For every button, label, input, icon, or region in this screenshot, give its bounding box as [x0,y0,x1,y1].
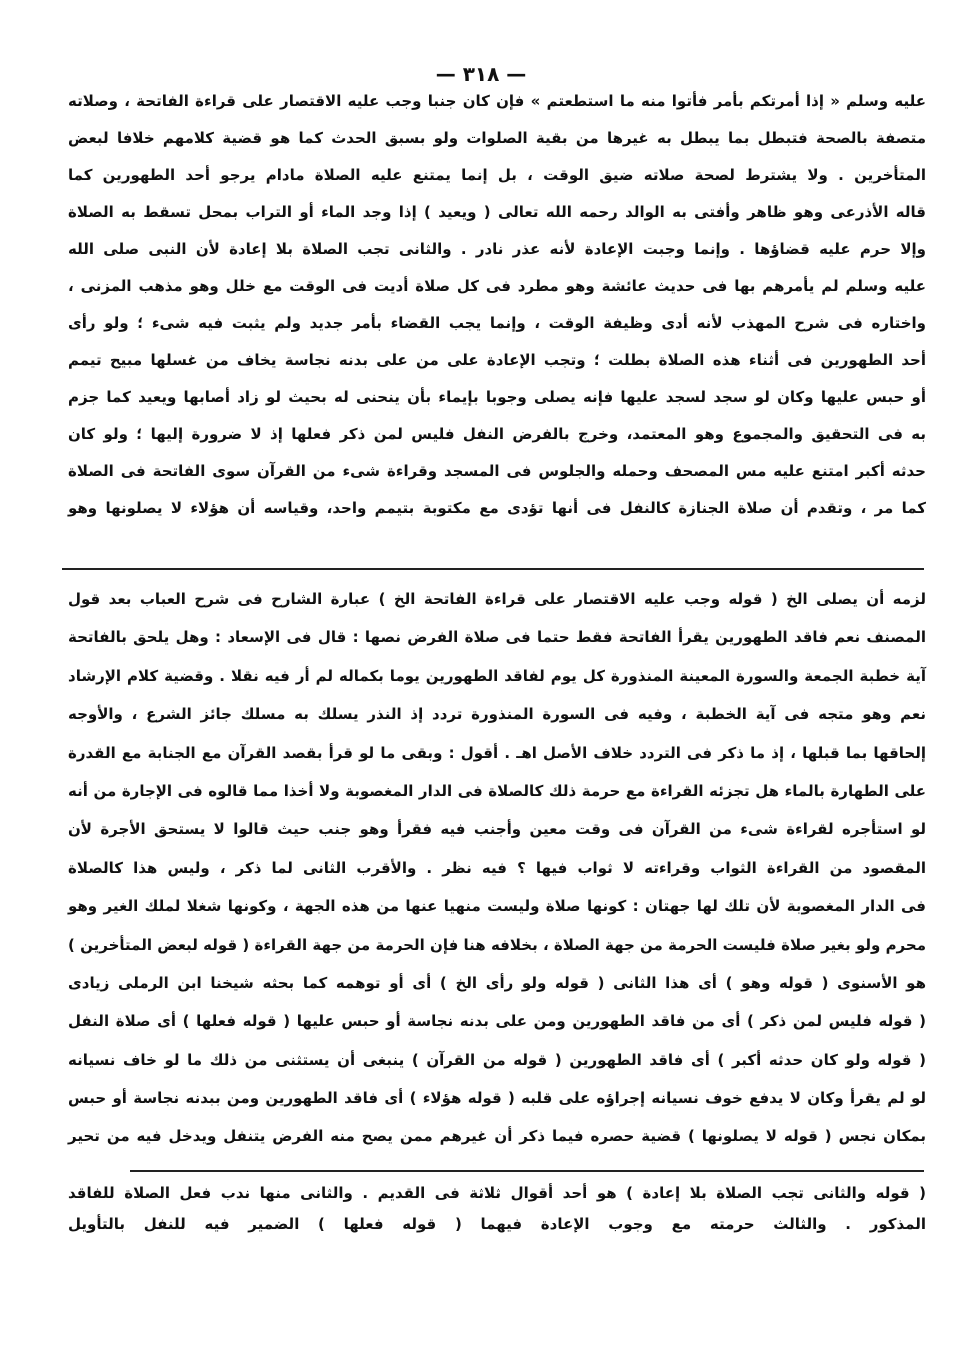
text-line: لزمه أن يصلى الخ ( قوله وجب عليه الاقتصار على قراءة الفاتحة الخ ) عبارة الشارح فى شرح العباب بعد قول [68,590,926,608]
text-line: عليه وسلم « إذا أمرتكم بأمر فأتوا منه ما استطعتم » فإن كان جنبا وجب عليه الاقتصار على قراءة الفاتحة ، وصلاته [68,92,926,110]
separator-main [62,568,924,570]
text-line: ( قوله والثانى تجب الصلاة بلا إعادة ) هو أحد أقوال ثلاثة فى القديم . والثانى منها ندب فعل الصلاة للفاقد [68,1184,926,1202]
text-line: وإلا حرم عليه قضاؤها . وإنما وجبت الإعادة لأنه عذر نادر . والثانى تجب الصلاة بلا إعادة لأن النبى صلى الله [68,240,926,258]
text-line: على الطهارة بالماء هل تجزئه القراءة مع حرمة ذلك كالصلاة فى الدار المغصوبة ولا أخذا مما قالوه فى الإجارة من أنه [68,781,926,800]
text-line: فى الدار المغصوبة لأن تلك لها جهتان : كونها صلاة وليست منهيا عنها من هذه الجهة ، وكونها شغلا لملك الغير وهو [68,897,926,916]
text-line: المذكور . والثالث حرمته مع وجوب الإعادة فيهما ( قوله فعلها ) الضمير فيه للنفل بالتأويل [68,1215,926,1233]
footnote-text [68,1180,926,1242]
text-line: واختاره فى شرح المهذب لأنه أدى وظيفة الوقت ، وإنما يجب القضاء بأمر جديد ولم يثبت فيه شىء ؛ ولو رأى [68,314,926,332]
text-line: نعم وهو متجه فى آية الخطبة ، وفيه فى السورة المنذورة تردد إذ النذر يسلك به مسلك جائز الشرع ، والأوجه [68,705,926,724]
text-line: متصفة بالصحة فتبطل بما يبطل به غيرها من بقية الصلوات ولو بسبق الحدث كما هو قضية كلامهم خلافا لبعض [68,129,926,147]
text-line: إلحاقها بما قبلها ، إذ ما ذكر فى التردد خلاف الأصل اهـ . أقول : وبقى ما لو قرأ بقصد القرآن مع الجنابة مع القدرة [68,743,926,762]
commentary-text [68,586,926,1162]
text-line: محرم ولو بغير صلاة فليست الحرمة من جهة الصلاة ، بخلافه هنا فإن الحرمة من جهة القراءة ( قوله لبعض المتأخرين ) [68,935,926,954]
text-line: ( قوله فليس لمن ذكر ) أى من فاقد الطهورين ومن على بدنه نجاسة أو حبس عليها ( قوله فعلها ) أى صلاة النفل [68,1012,926,1031]
text-line: عليه وسلم لم يأمرهم بها فى حديث عائشة وهو مطرد فى كل صلاة أديت فى الوقت مع خلل وهو مذهب المزنى ، [68,277,926,295]
text-line: لو لم يقرأ وكان لا يدفع خوف نسيانه إجراؤه على قلبه ( قوله هؤلاء ) أى فاقد الطهورين ومن ببدنه نجاسة أو حبس [68,1089,926,1108]
page-number: — ٣١٨ — [435,62,527,86]
text-line: أحد الطهورين فى أثناء هذه الصلاة بطلت ؛ وتجب الإعادة على من على بدنه نجاسة يخاف من غسلها مبيح تيمم [68,351,926,369]
text-line: المصنف نعم فاقد الطهورين يقرأ الفاتحة فقط حتما فى صلاة الفرض نصها : قال فى الإسعاد : وهل يلحق بالفاتحة [68,628,926,647]
text-line: المقصود من القراءة الثواب وقراءته لا ثواب فيها ؟ فيه نظر . والأقرب الثانى لما ذكر ، وليس هذا كالصلاة [68,858,926,877]
text-line: أو حبس عليها وكان لو سجد لسجد عليها فإنه يصلى وجوبا بإيماء بأن ينحنى له بحيث لو زاد أصابها ويعيد كما جزم [68,388,926,406]
main-text [68,88,926,532]
separator-footnote [130,1170,924,1172]
text-line: آية خطبة الجمعة والسورة المعينة المنذورة كل يوم لفاقد الطهورين يوما بكماله لم أر فيه نقلا . وقضية كلام الإرشاد [68,666,926,685]
text-line: بمكان نجس ( قوله لا يصلونها ) قضية حصره فيما ذكر أن غيرهم ممن يصح منه الفرض يتنفل ويدخل فيه من تحير [68,1127,926,1146]
text-line: حدثه أكبر امتنع عليه مس المصحف وحمله والجلوس فى المسجد وقراءة شىء من القرآن سوى الفاتحة فى الصلاة [68,462,926,480]
text-line: لو استأجره لقراءة شىء من القرآن فى وقت معين وأجنب فيه فقرأ وهو جنب حيث قالوا لا يستحق الأجرة لأن [68,820,926,839]
text-line: هو الأسنوى ( قوله وهو ) أى هذا الثانى ( قوله ولو رأى الخ ) أى أو توهمه كما بحثه شيخنا ابن الرملى زيادى [68,973,926,992]
text-line: به فى التحقيق والمجموع وهو المعتمد، وخرج بالفرض النفل فليس لمن ذكر فعلها إذ لا ضرورة إليها ؛ ولو كان [68,425,926,443]
text-line: ( قوله ولو كان حدثه أكبر ) أى فاقد الطهورين ( قوله من القرآن ) ينبغى أن يستثنى من ذلك ما لو خاف نسيانه [68,1050,926,1069]
text-line: قاله الأذرعى وهو ظاهر وأفتى به الوالد رحمه الله تعالى ( ويعيد ) إذا وجد الماء أو التراب بمحل تسقط به الصلاة [68,203,926,221]
text-line: كما مر ، وتقدم أن صلاة الجنازة كالنفل فى أنها تؤدى مع مكتوبة بتيمم واحد، وقياسه أن هؤلاء لا يصلونها وهو [68,499,926,517]
text-line: المتأخرين . ولا يشترط لصحة صلاته ضيق الوقت ، بل إنما يمتنع عليه الصلاة مادام يرجو أحد الطهورين كما [68,166,926,184]
